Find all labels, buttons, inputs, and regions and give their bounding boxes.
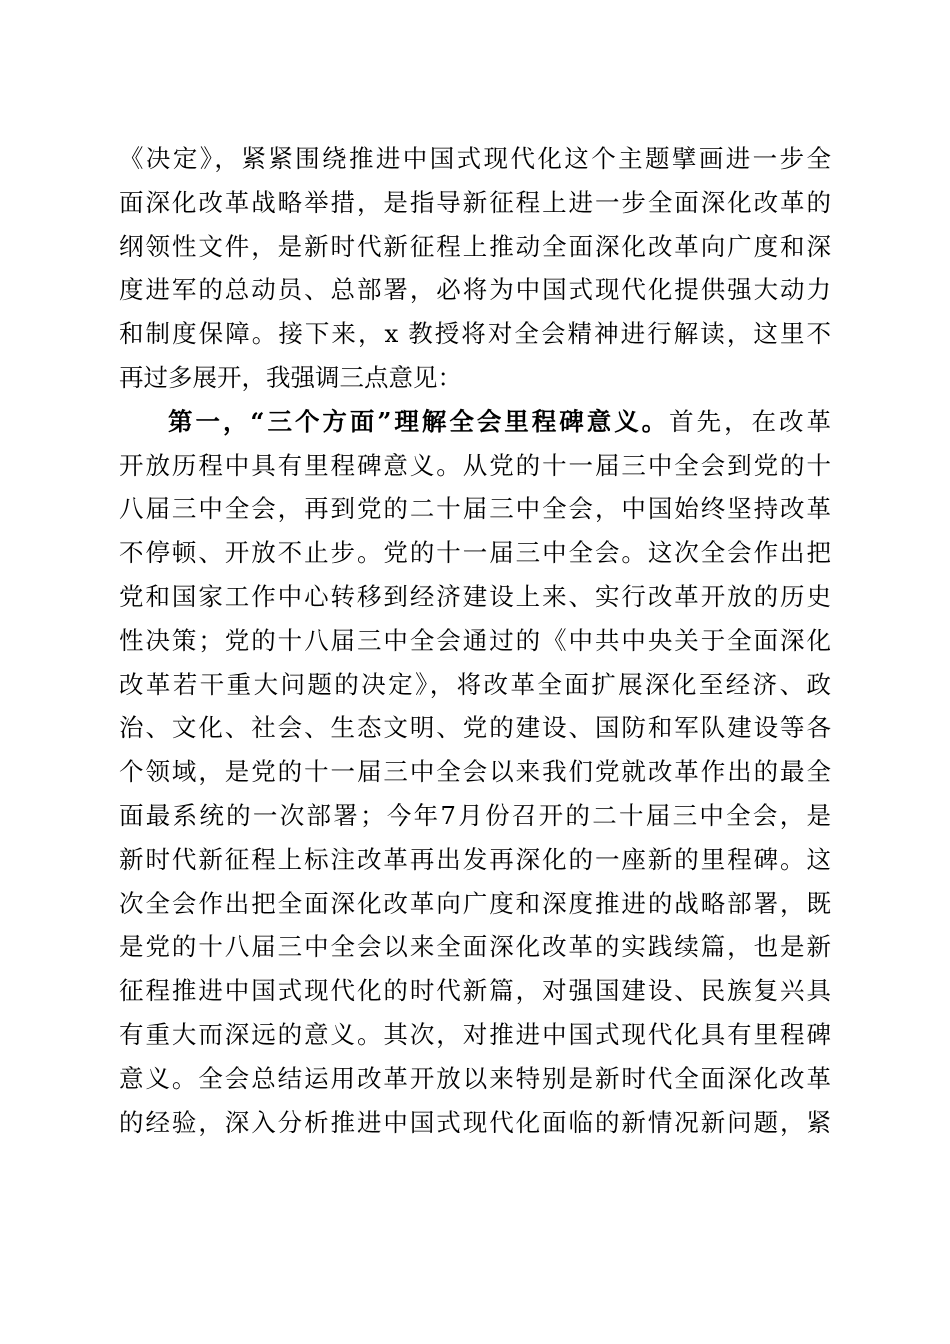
text-line: 党和国家工作中心转移到经济建设上来、实行改革开放的历史	[119, 581, 831, 611]
text-line: 改革若干重大问题的决定》，将改革全面扩展深化至经济、政	[119, 669, 831, 699]
text-line: 个领域，是党的十一届三中全会以来我们党就改革作出的最全	[119, 757, 831, 787]
text-line: 治、文化、社会、生态文明、党的建设、国防和军队建设等各	[119, 713, 831, 743]
text-line: 开放历程中具有里程碑意义。从党的十一届三中全会到党的十	[119, 450, 831, 480]
text-line: 是党的十八届三中全会以来全面深化改革的实践续篇，也是新	[119, 932, 831, 962]
text-line: 再过多展开，我强调三点意见：	[119, 362, 462, 392]
text-line: 纲领性文件，是新时代新征程上推动全面深化改革向广度和深	[119, 231, 831, 261]
text-line: 面深化改革战略举措，是指导新征程上进一步全面深化改革的	[119, 187, 831, 217]
heading-continuation: 首先，在改革	[669, 406, 831, 436]
text-line: 征程推进中国式现代化的时代新篇，对强国建设、民族复兴具	[119, 976, 831, 1006]
text-line: 不停顿、开放不止步。党的十一届三中全会。这次全会作出把	[119, 538, 831, 568]
text-line: 次全会作出把全面深化改革向广度和深度推进的战略部署，既	[119, 888, 831, 918]
paragraph-first-line	[119, 400, 831, 444]
text-line: 新时代新征程上标注改革再出发再深化的一座新的里程碑。这	[119, 844, 831, 874]
text-line: 性决策；党的十八届三中全会通过的《中共中央关于全面深化	[119, 625, 831, 655]
text-line: 《决定》，紧紧围绕推进中国式现代化这个主题擘画进一步全	[119, 144, 831, 173]
text-line: 意义。全会总结运用改革开放以来特别是新时代全面深化改革	[119, 1063, 831, 1093]
text-line: 的经验，深入分析推进中国式现代化面临的新情况新问题，紧	[119, 1107, 831, 1137]
text-line: 面最系统的一次部署；今年7月份召开的二十届三中全会，是	[119, 800, 831, 830]
text-line: 度进军的总动员、总部署，必将为中国式现代化提供强大动力	[119, 275, 831, 305]
section-heading: 第一，“三个方面”理解全会里程碑意义。	[168, 406, 670, 436]
text-line: 和制度保障。接下来，x 教授将对全会精神进行解读，这里不	[119, 319, 831, 349]
text-line: 有重大而深远的意义。其次，对推进中国式现代化具有里程碑	[119, 1019, 831, 1049]
text-line: 八届三中全会，再到党的二十届三中全会，中国始终坚持改革	[119, 494, 831, 524]
body-text	[119, 137, 831, 1144]
